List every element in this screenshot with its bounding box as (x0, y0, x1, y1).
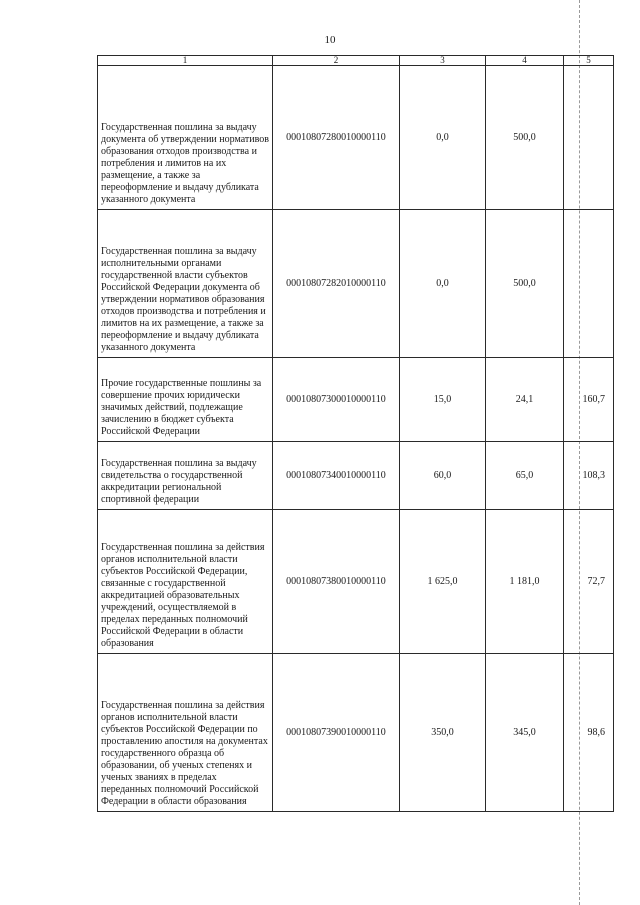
row-value-col5: 98,6 (564, 654, 614, 812)
row-value-col3: 350,0 (400, 654, 486, 812)
page-number: 10 (324, 34, 336, 46)
row-code: 00010807282010000110 (273, 210, 400, 358)
row-name: Прочие государственные пошлины за совершение прочих юридически значимых действий, подлежащие зачислению в бюджет субъекта Российской Федерации (98, 358, 273, 442)
row-value-col3: 0,0 (400, 210, 486, 358)
row-code: 00010807300010000110 (273, 358, 400, 442)
row-value-col3: 15,0 (400, 358, 486, 442)
row-code: 00010807280010000110 (273, 66, 400, 210)
column-number-4: 4 (486, 56, 564, 66)
row-value-col3: 60,0 (400, 442, 486, 510)
table-row (98, 210, 614, 358)
row-value-col4: 24,1 (486, 358, 564, 442)
row-value-col3: 0,0 (400, 66, 486, 210)
table-row (98, 510, 614, 654)
column-number-row (98, 56, 614, 66)
row-name: Государственная пошлина за выдачу документа об утверждении нормативов образования отходов производства и потребления и лимитов на их размещение, а также за переоформление и выдачу дубликата указанного документа (98, 66, 273, 210)
column-number-5: 5 (564, 56, 614, 66)
row-value-col5 (564, 66, 614, 210)
row-value-col4: 500,0 (486, 210, 564, 358)
row-code: 00010807390010000110 (273, 654, 400, 812)
budget-table (97, 55, 614, 812)
table-row (98, 654, 614, 812)
row-value-col5 (564, 210, 614, 358)
row-name: Государственная пошлина за действия органов исполнительной власти субъектов Российской Федерации, связанные с государственной аккредитацией образовательных учреждений, осуществляемой в пределах переданных полномочий Российской Федерации в области образования (98, 510, 273, 654)
row-value-col5: 160,7 (564, 358, 614, 442)
row-value-col5: 108,3 (564, 442, 614, 510)
row-value-col4: 345,0 (486, 654, 564, 812)
row-value-col4: 1 181,0 (486, 510, 564, 654)
table-row (98, 442, 614, 510)
row-value-col4: 500,0 (486, 66, 564, 210)
column-number-3: 3 (400, 56, 486, 66)
table-row (98, 66, 614, 210)
row-value-col4: 65,0 (486, 442, 564, 510)
column-number-2: 2 (273, 56, 400, 66)
row-code: 00010807380010000110 (273, 510, 400, 654)
row-name: Государственная пошлина за выдачу исполнительными органами государственной власти субъектов Российской Федерации документа об утверждении нормативов образования отходов производства и потребления и лимитов на их размещение, а также за переоформление и выдачу дубликата указанного документа (98, 210, 273, 358)
row-name: Государственная пошлина за выдачу свидетельства о государственной аккредитации региональной спортивной федерации (98, 442, 273, 510)
table-row (98, 358, 614, 442)
row-code: 00010807340010000110 (273, 442, 400, 510)
column-number-1: 1 (98, 56, 273, 66)
row-value-col3: 1 625,0 (400, 510, 486, 654)
row-value-col5: 72,7 (564, 510, 614, 654)
row-name: Государственная пошлина за действия органов исполнительной власти субъектов Российской Федерации по проставлению апостиля на документах государственного образца об образовании, об ученых степенях и ученых званиях в пределах переданных полномочий Российской Федерации в области образования (98, 654, 273, 812)
